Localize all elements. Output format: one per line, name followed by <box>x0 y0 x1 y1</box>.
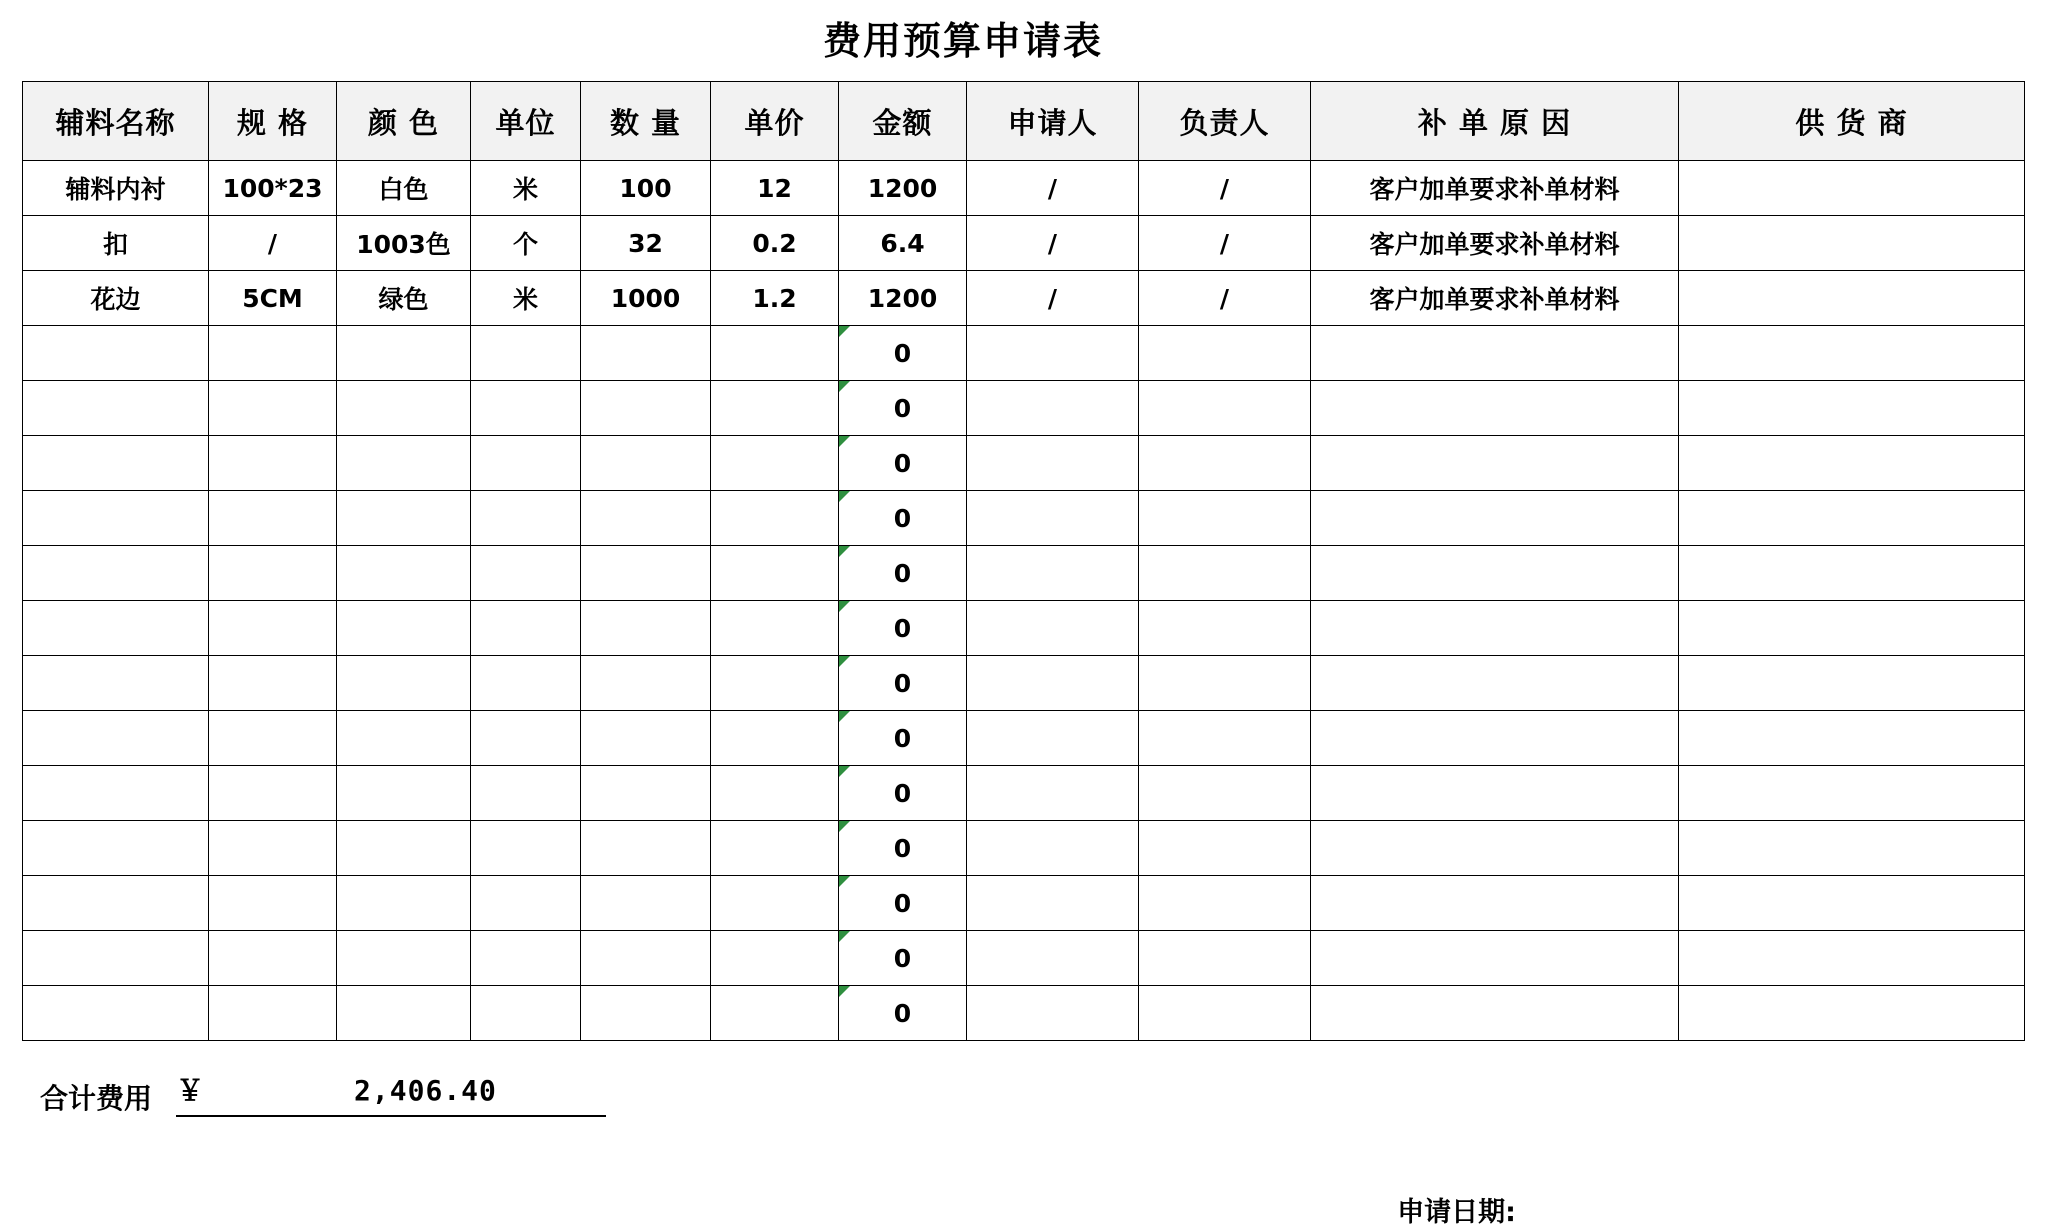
cell-unit-price[interactable] <box>711 931 839 986</box>
total-amount-value: 2,406.40 <box>354 1074 497 1107</box>
cell-unit-price[interactable] <box>711 601 839 656</box>
cell-unit-price[interactable] <box>711 711 839 766</box>
cell-spec[interactable]: / <box>209 216 337 271</box>
cell-supplier[interactable] <box>1679 161 2025 216</box>
cell-owner[interactable]: / <box>1139 216 1311 271</box>
cell-owner[interactable] <box>1139 766 1311 821</box>
cell-spec[interactable] <box>209 766 337 821</box>
currency-symbol: ￥ <box>176 1074 205 1107</box>
cell-unit-price[interactable] <box>711 876 839 931</box>
cell-color[interactable]: 绿色 <box>337 271 471 326</box>
cell-cause[interactable] <box>1311 711 1679 766</box>
cell-unit-price[interactable]: 0.2 <box>711 216 839 271</box>
cell-unit-price[interactable] <box>711 821 839 876</box>
cell-unit[interactable]: 个 <box>471 216 581 271</box>
cell-material-name[interactable]: 辅料内衬 <box>23 161 209 216</box>
cell-quantity[interactable]: 100 <box>581 161 711 216</box>
cell-cause[interactable] <box>1311 656 1679 711</box>
cell-unit[interactable] <box>471 821 581 876</box>
cell-cause[interactable]: 客户加单要求补单材料 <box>1311 161 1679 216</box>
cell-material-name[interactable]: 花边 <box>23 271 209 326</box>
cell-supplier[interactable] <box>1679 546 2025 601</box>
cell-supplier[interactable] <box>1679 271 2025 326</box>
cell-unit[interactable] <box>471 381 581 436</box>
cell-amount[interactable]: 0 <box>839 656 967 711</box>
budget-table-container <box>0 81 2046 1041</box>
cell-quantity[interactable] <box>581 491 711 546</box>
cell-material-name[interactable] <box>23 711 209 766</box>
cell-color[interactable] <box>337 491 471 546</box>
cell-owner[interactable] <box>1139 876 1311 931</box>
cell-quantity[interactable] <box>581 381 711 436</box>
cell-spec[interactable] <box>209 436 337 491</box>
cell-unit-price[interactable]: 12 <box>711 161 839 216</box>
cell-amount[interactable]: 0 <box>839 821 967 876</box>
cell-amount[interactable]: 6.4 <box>839 216 967 271</box>
column-header-quantity: 数 量 <box>581 82 711 161</box>
cell-owner[interactable] <box>1139 931 1311 986</box>
cell-unit-price[interactable] <box>711 546 839 601</box>
cell-owner[interactable] <box>1139 821 1311 876</box>
column-header-color: 颜 色 <box>337 82 471 161</box>
cell-unit-price[interactable] <box>711 766 839 821</box>
column-header-owner: 负责人 <box>1139 82 1311 161</box>
cell-quantity[interactable] <box>581 546 711 601</box>
cell-cause[interactable] <box>1311 821 1679 876</box>
cell-material-name[interactable] <box>23 766 209 821</box>
cell-amount[interactable]: 0 <box>839 931 967 986</box>
cell-cause[interactable] <box>1311 601 1679 656</box>
column-header-cause: 补 单 原 因 <box>1311 82 1679 161</box>
table-row <box>23 546 2025 601</box>
cell-material-name[interactable] <box>23 381 209 436</box>
cell-color[interactable] <box>337 326 471 381</box>
cell-owner[interactable] <box>1139 381 1311 436</box>
cell-spec[interactable] <box>209 546 337 601</box>
cell-unit-price[interactable] <box>711 491 839 546</box>
cell-quantity[interactable] <box>581 601 711 656</box>
cell-material-name[interactable] <box>23 986 209 1041</box>
table-row <box>23 381 2025 436</box>
cell-applicant[interactable] <box>967 546 1139 601</box>
cell-color[interactable] <box>337 821 471 876</box>
total-value-box <box>176 1069 606 1117</box>
header-row <box>23 82 2025 161</box>
table-row <box>23 161 2025 216</box>
cell-supplier[interactable] <box>1679 876 2025 931</box>
cell-supplier[interactable] <box>1679 821 2025 876</box>
column-header-unit-price: 单价 <box>711 82 839 161</box>
form-footer <box>0 1069 2046 1228</box>
cell-cause[interactable] <box>1311 381 1679 436</box>
cell-owner[interactable] <box>1139 326 1311 381</box>
cell-spec[interactable] <box>209 931 337 986</box>
table-row <box>23 271 2025 326</box>
table-row <box>23 216 2025 271</box>
cell-spec[interactable] <box>209 326 337 381</box>
cell-amount[interactable]: 0 <box>839 876 967 931</box>
table-body <box>23 161 2025 1041</box>
table-row <box>23 986 2025 1041</box>
cell-unit[interactable] <box>471 326 581 381</box>
cell-cause[interactable]: 客户加单要求补单材料 <box>1311 216 1679 271</box>
table-header <box>23 82 2025 161</box>
cell-material-name[interactable]: 扣 <box>23 216 209 271</box>
table-row <box>23 656 2025 711</box>
cell-cause[interactable] <box>1311 766 1679 821</box>
cell-unit[interactable] <box>471 546 581 601</box>
cell-owner[interactable] <box>1139 546 1311 601</box>
cell-material-name[interactable] <box>23 821 209 876</box>
cell-quantity[interactable]: 1000 <box>581 271 711 326</box>
cell-amount[interactable]: 0 <box>839 986 967 1041</box>
cell-unit[interactable] <box>471 656 581 711</box>
budget-table <box>22 81 2025 1041</box>
cell-unit[interactable] <box>471 876 581 931</box>
cell-color[interactable] <box>337 381 471 436</box>
cell-color[interactable] <box>337 711 471 766</box>
cell-supplier[interactable] <box>1679 986 2025 1041</box>
cell-supplier[interactable] <box>1679 216 2025 271</box>
cell-owner[interactable] <box>1139 436 1311 491</box>
cell-owner[interactable] <box>1139 656 1311 711</box>
cell-applicant[interactable] <box>967 436 1139 491</box>
cell-owner[interactable]: / <box>1139 271 1311 326</box>
cell-unit[interactable]: 米 <box>471 271 581 326</box>
cell-spec[interactable] <box>209 601 337 656</box>
cell-supplier[interactable] <box>1679 766 2025 821</box>
page-title: 费用预算申请表 <box>822 19 1103 63</box>
cell-amount[interactable]: 0 <box>839 436 967 491</box>
column-header-unit: 单位 <box>471 82 581 161</box>
cell-quantity[interactable] <box>581 326 711 381</box>
cell-cause[interactable]: 客户加单要求补单材料 <box>1311 271 1679 326</box>
table-row <box>23 766 2025 821</box>
cell-cause[interactable] <box>1311 986 1679 1041</box>
cell-applicant[interactable] <box>967 601 1139 656</box>
cell-unit[interactable] <box>471 986 581 1041</box>
cell-supplier[interactable] <box>1679 436 2025 491</box>
cell-spec[interactable] <box>209 491 337 546</box>
cell-applicant[interactable] <box>967 876 1139 931</box>
cell-color[interactable] <box>337 601 471 656</box>
cell-cause[interactable] <box>1311 491 1679 546</box>
column-header-material-name: 辅料名称 <box>23 82 209 161</box>
cell-cause[interactable] <box>1311 876 1679 931</box>
cell-applicant[interactable] <box>967 711 1139 766</box>
cell-quantity[interactable] <box>581 876 711 931</box>
column-header-applicant: 申请人 <box>967 82 1139 161</box>
cell-material-name[interactable] <box>23 436 209 491</box>
column-header-amount: 金额 <box>839 82 967 161</box>
cell-amount[interactable]: 1200 <box>839 271 967 326</box>
cell-color[interactable] <box>337 766 471 821</box>
cell-spec[interactable] <box>209 381 337 436</box>
cell-applicant[interactable] <box>967 931 1139 986</box>
cell-unit[interactable] <box>471 711 581 766</box>
cell-applicant[interactable]: / <box>967 161 1139 216</box>
cell-unit-price[interactable] <box>711 986 839 1041</box>
cell-supplier[interactable] <box>1679 711 2025 766</box>
cell-applicant[interactable]: / <box>967 216 1139 271</box>
cell-color[interactable] <box>337 986 471 1041</box>
cell-amount[interactable]: 0 <box>839 766 967 821</box>
cell-color[interactable] <box>337 546 471 601</box>
cell-unit[interactable] <box>471 931 581 986</box>
cell-quantity[interactable] <box>581 766 711 821</box>
cell-unit[interactable] <box>471 491 581 546</box>
cell-cause[interactable] <box>1311 436 1679 491</box>
table-row <box>23 931 2025 986</box>
cell-applicant[interactable] <box>967 491 1139 546</box>
cell-spec[interactable]: 100*23 <box>209 161 337 216</box>
cell-owner[interactable]: / <box>1139 161 1311 216</box>
apply-date-label: 申请日期: <box>1397 1197 1516 1228</box>
cell-quantity[interactable] <box>581 931 711 986</box>
cell-unit-price[interactable] <box>711 436 839 491</box>
cell-cause[interactable] <box>1311 326 1679 381</box>
cell-applicant[interactable] <box>967 986 1139 1041</box>
cell-quantity[interactable] <box>581 436 711 491</box>
cell-color[interactable]: 白色 <box>337 161 471 216</box>
cell-supplier[interactable] <box>1679 656 2025 711</box>
total-row <box>22 1069 2024 1117</box>
cell-color[interactable] <box>337 656 471 711</box>
cell-unit-price[interactable]: 1.2 <box>711 271 839 326</box>
cell-unit[interactable] <box>471 766 581 821</box>
cell-owner[interactable] <box>1139 601 1311 656</box>
cell-color[interactable] <box>337 436 471 491</box>
cell-color[interactable] <box>337 931 471 986</box>
table-row <box>23 601 2025 656</box>
cell-unit-price[interactable] <box>711 326 839 381</box>
cell-unit[interactable] <box>471 601 581 656</box>
column-header-supplier: 供 货 商 <box>1679 82 2025 161</box>
cell-supplier[interactable] <box>1679 601 2025 656</box>
cell-unit[interactable]: 米 <box>471 161 581 216</box>
cell-spec[interactable]: 5CM <box>209 271 337 326</box>
cell-unit-price[interactable] <box>711 656 839 711</box>
cell-supplier[interactable] <box>1679 326 2025 381</box>
cell-applicant[interactable] <box>967 326 1139 381</box>
cell-quantity[interactable] <box>581 711 711 766</box>
total-label: 合计费用 <box>40 1082 153 1115</box>
cell-amount[interactable]: 0 <box>839 326 967 381</box>
cell-material-name[interactable] <box>23 326 209 381</box>
cell-supplier[interactable] <box>1679 381 2025 436</box>
table-row <box>23 876 2025 931</box>
cell-owner[interactable] <box>1139 491 1311 546</box>
cell-applicant[interactable]: / <box>967 271 1139 326</box>
cell-unit-price[interactable] <box>711 381 839 436</box>
cell-material-name[interactable] <box>23 546 209 601</box>
table-row <box>23 821 2025 876</box>
cell-applicant[interactable] <box>967 656 1139 711</box>
cell-material-name[interactable] <box>23 656 209 711</box>
cell-quantity[interactable]: 32 <box>581 216 711 271</box>
cell-supplier[interactable] <box>1679 931 2025 986</box>
cell-amount[interactable]: 0 <box>839 711 967 766</box>
cell-material-name[interactable] <box>23 931 209 986</box>
cell-amount[interactable]: 0 <box>839 601 967 656</box>
cell-spec[interactable] <box>209 821 337 876</box>
cell-spec[interactable] <box>209 711 337 766</box>
cell-spec[interactable] <box>209 986 337 1041</box>
cell-quantity[interactable] <box>581 656 711 711</box>
cell-amount[interactable]: 0 <box>839 491 967 546</box>
cell-color[interactable] <box>337 876 471 931</box>
table-row <box>23 711 2025 766</box>
cell-applicant[interactable] <box>967 821 1139 876</box>
column-header-spec: 规 格 <box>209 82 337 161</box>
table-row <box>23 436 2025 491</box>
cell-material-name[interactable] <box>23 876 209 931</box>
cell-owner[interactable] <box>1139 711 1311 766</box>
cell-applicant[interactable] <box>967 766 1139 821</box>
table-row <box>23 326 2025 381</box>
cell-supplier[interactable] <box>1679 491 2025 546</box>
cell-material-name[interactable] <box>23 601 209 656</box>
cell-owner[interactable] <box>1139 986 1311 1041</box>
cell-amount[interactable]: 0 <box>839 546 967 601</box>
cell-amount[interactable]: 0 <box>839 381 967 436</box>
cell-cause[interactable] <box>1311 931 1679 986</box>
table-row <box>23 491 2025 546</box>
cell-quantity[interactable] <box>581 986 711 1041</box>
cell-material-name[interactable] <box>23 491 209 546</box>
cell-amount[interactable]: 1200 <box>839 161 967 216</box>
cell-color[interactable]: 1003色 <box>337 216 471 271</box>
cell-unit[interactable] <box>471 436 581 491</box>
cell-cause[interactable] <box>1311 546 1679 601</box>
cell-applicant[interactable] <box>967 381 1139 436</box>
cell-quantity[interactable] <box>581 821 711 876</box>
cell-spec[interactable] <box>209 876 337 931</box>
cell-spec[interactable] <box>209 656 337 711</box>
